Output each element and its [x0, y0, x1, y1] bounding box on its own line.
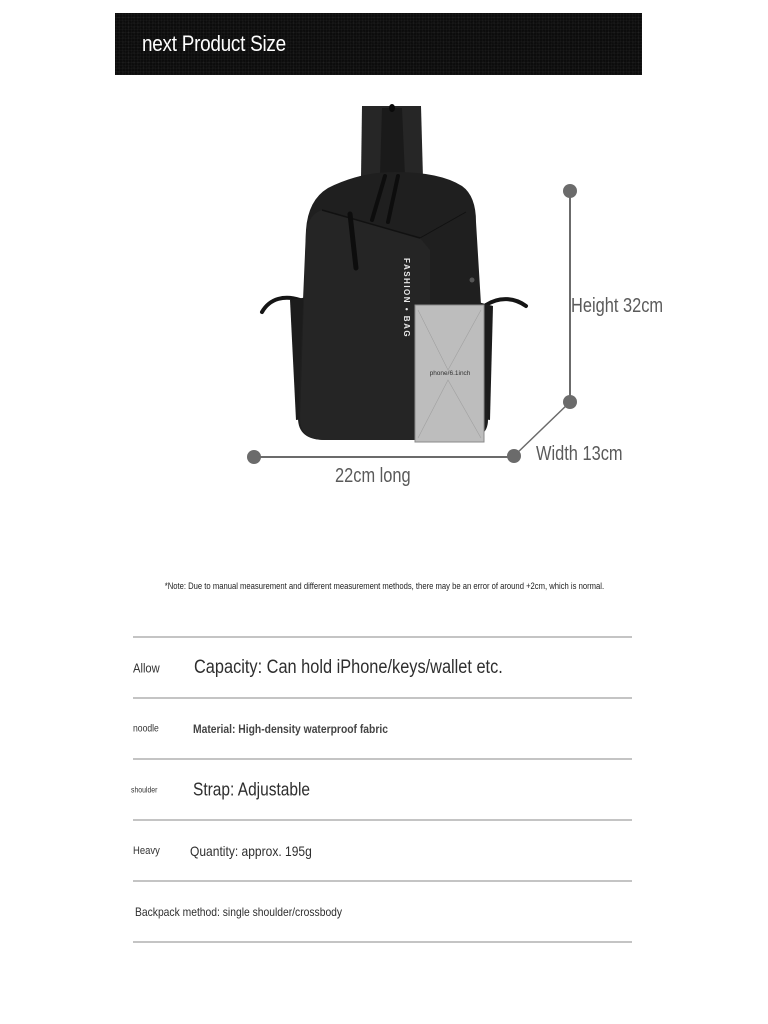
- spec-row-weight: [133, 819, 632, 880]
- banner-title: next Product Size: [142, 31, 286, 56]
- spec-value: Strap: Adjustable: [193, 779, 311, 799]
- spec-key: shoulder: [131, 785, 158, 794]
- length-dimension-label: 22cm long: [335, 465, 411, 487]
- spec-row-carry-method: [133, 880, 632, 943]
- width-dimension-label: Width 13cm: [536, 443, 623, 465]
- spec-row-strap: [133, 758, 632, 819]
- spec-value: Quantity: approx. 195g: [190, 842, 312, 859]
- spec-table: [133, 636, 632, 943]
- phone-size-label: phone/6.1inch: [429, 370, 471, 377]
- height-dimension-label: Height 32cm: [571, 295, 664, 317]
- spec-value: Capacity: Can hold iPhone/keys/wallet etc.: [194, 656, 503, 678]
- spec-key: Allow: [133, 660, 160, 675]
- measurement-note: [0, 581, 768, 591]
- spec-row-capacity: [133, 636, 632, 697]
- measurement-note-text: *Note: Due to manual measurement and different measurement methods, there may be an error of around +2cm, which is normal.: [164, 581, 604, 591]
- spec-value: Backpack method: single shoulder/crossbody: [135, 904, 343, 919]
- spec-key: noodle: [133, 723, 159, 734]
- bag-brand-text: FASHION • BAG: [402, 258, 411, 339]
- spec-row-material: [133, 697, 632, 758]
- spec-value: Material: High-density waterproof fabric: [193, 721, 388, 736]
- spec-key: Heavy: [133, 844, 160, 857]
